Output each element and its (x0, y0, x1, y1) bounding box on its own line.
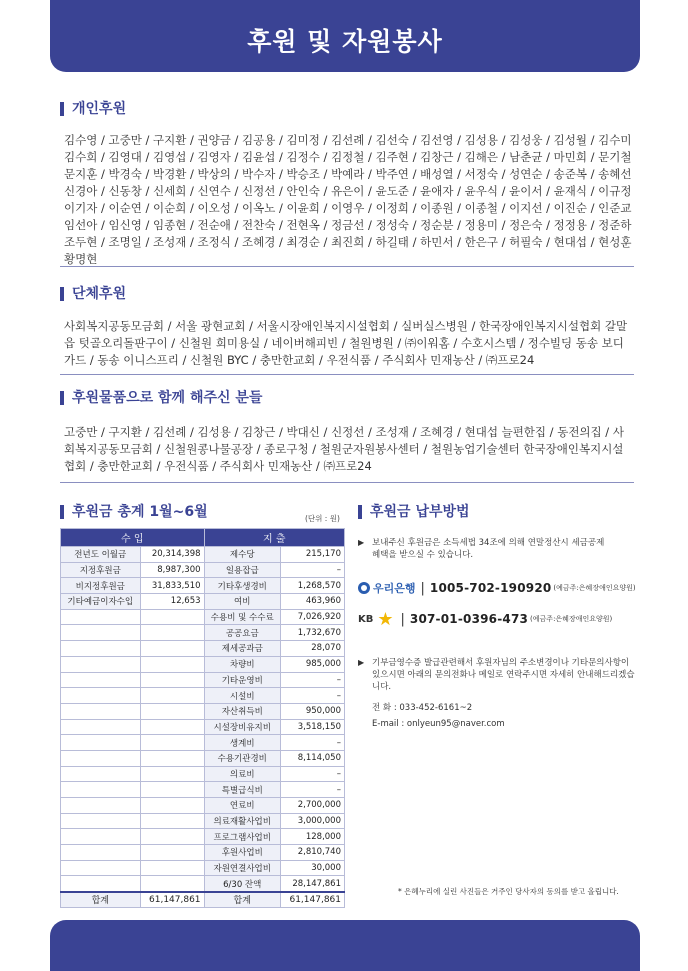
finance-table (60, 528, 345, 908)
expense-label: 기타운영비 (204, 672, 280, 688)
expense-value: – (280, 562, 344, 578)
account-number: 1005-702-190920 (429, 581, 552, 595)
expense-label: 수용기관경비 (204, 750, 280, 766)
income-label: 지정후원금 (61, 562, 141, 578)
payment-heading: 후원금 납부방법 (358, 505, 470, 519)
expense-value: 950,000 (280, 703, 344, 719)
bank-row-kb (358, 608, 648, 630)
expense-header: 지 출 (204, 529, 344, 547)
expense-label: 의료비 (204, 766, 280, 782)
table-row (61, 766, 345, 782)
table-row (61, 703, 345, 719)
empty-cell (61, 609, 141, 625)
payment-intro-line: 보내주신 후원금은 소득세법 34조에 의해 연말정산시 세금공제 (372, 538, 605, 548)
goods-names: 고중만 / 구지환 / 김선례 / 김성용 / 김창근 / 박대신 / 신정선 / 조성재 / 조혜경 / 현대섭 늘편한집 / 동전의집 / 사회복지공동모금회 / 신철원콩나물공장 / 종로구청 / 철원군자원봉사센터 / 철원농업기술센터 한국장애인복지시설협회 / 충만한교회 / 우전식품 / 주식회사 민재농산 / ㈜프로24 (64, 425, 624, 473)
header-banner (50, 0, 640, 72)
table-row (61, 735, 345, 751)
empty-cell (61, 735, 141, 751)
income-value: 12,653 (140, 594, 204, 610)
expense-label: 여비 (204, 594, 280, 610)
table-row (61, 860, 345, 876)
empty-cell (61, 782, 141, 798)
email: E-mail : onlyeun95@naver.com (372, 719, 505, 729)
expense-value: 128,000 (280, 829, 344, 845)
empty-cell (61, 641, 141, 657)
table-row (61, 562, 345, 578)
total-label: 합계 (61, 892, 141, 908)
empty-cell (140, 829, 204, 845)
expense-value: – (280, 672, 344, 688)
account-holder: (예금주:은혜장애인요양원) (530, 615, 613, 623)
footnote: * 은혜누리에 실린 사진들은 거주인 당사자의 동의를 받고 올립니다. (398, 887, 619, 896)
income-label: 전년도 이월금 (61, 547, 141, 563)
expense-value: 215,170 (280, 547, 344, 563)
expense-value: 1,732,670 (280, 625, 344, 641)
empty-cell (61, 798, 141, 814)
expense-value: – (280, 782, 344, 798)
contact-line: 있으시면 아래의 문의전화나 메일로 연락주시면 자세히 안내해드리겠습 (372, 670, 635, 680)
empty-cell (140, 609, 204, 625)
expense-value: 8,114,050 (280, 750, 344, 766)
table-row (61, 625, 345, 641)
empty-cell (61, 876, 141, 892)
page-title: 후원 및 자원봉사 (247, 27, 443, 56)
divider (60, 374, 634, 375)
table-row (61, 578, 345, 594)
bank-name: KB (358, 613, 374, 625)
total-expense: 61,147,861 (280, 892, 344, 908)
individual-names: 김수영 / 고중만 / 구지환 / 권양금 / 김공용 / 김미정 / 김선례 / 김선숙 / 김선영 / 김성용 / 김성웅 / 김성월 / 김수미 김수희 / 김영대 / 김영섭 / 김영자 / 김윤섭 / 김정수 / 김정철 / 김주현 / 김창근 / 김해은 / 남춘균 / 마민희 / 문기철 문지훈 / 박경숙 / 박경환 / 박상의 / 박수자 / 박승조 / 박예라 / 박주연 / 배성열 / 서정숙 / 성연순 / 송준복 / 송혜선 신경아 / 신동창 / 신세희 / 신연수 / 신정선 / 안인숙 / 유은이 / 윤도준 / 윤애자 / 윤우식 / 윤이서 / 윤재식 / 이규정 이기자 / 이순연 / 이순희 / 이오성 / 이옥노 / 이윤희 / 이영우 / 이정희 / 이종원 / 이종철 / 이지선 / 이진순 / 인준교 임선아 / 임신영 / 임종현 / 전순애 / 전찬숙 / 전현옥 / 정금선 / 정성숙 / 정순분 / 정용미 / 정은숙 / 정정용 / 정준하 조두현 / 조명일 / 조성재 / 조정식 / 조혜경 / 최경순 / 최진희 / 하길태 / 하민서 / 한은구 / 허필숙 / 현대섭 / 현성훈 황명현 (64, 133, 632, 266)
payment-intro (372, 537, 652, 561)
empty-cell (61, 703, 141, 719)
income-value: 31,833,510 (140, 578, 204, 594)
empty-cell (61, 860, 141, 876)
account-number: 307-01-0396-473 (409, 612, 529, 626)
empty-cell (61, 625, 141, 641)
expense-label: 연료비 (204, 798, 280, 814)
expense-label: 일용잡급 (204, 562, 280, 578)
empty-cell (140, 750, 204, 766)
expense-label: 생계비 (204, 735, 280, 751)
phone: 전 화 : 033-452-6161~2 (372, 703, 473, 713)
expense-label: 시설비 (204, 688, 280, 704)
table-row (61, 782, 345, 798)
contact-line: 기부금영수증 발급관련해서 후원자님의 주소변경이나 기타문의사항이 (372, 658, 630, 668)
table-row (61, 672, 345, 688)
bank-name: 우리은행 (373, 582, 416, 595)
expense-value: – (280, 735, 344, 751)
income-value: 8,987,300 (140, 562, 204, 578)
table-row (61, 829, 345, 845)
expense-label: 기타후생경비 (204, 578, 280, 594)
income-value: 20,314,398 (140, 547, 204, 563)
table-row (61, 876, 345, 892)
empty-cell (61, 719, 141, 735)
expense-label: 차량비 (204, 656, 280, 672)
group-heading: 단체후원 (60, 287, 126, 301)
table-row (61, 798, 345, 814)
expense-label: 프로그램사업비 (204, 829, 280, 845)
empty-cell (140, 735, 204, 751)
expense-label: 수용비 및 수수료 (204, 609, 280, 625)
empty-cell (61, 656, 141, 672)
divider (60, 482, 634, 483)
empty-cell (140, 719, 204, 735)
table-row (61, 594, 345, 610)
expense-value: 30,000 (280, 860, 344, 876)
expense-value: 28,070 (280, 641, 344, 657)
empty-cell (61, 829, 141, 845)
account-holder: (예금주:은혜장애인요양원) (553, 584, 636, 592)
contact-line: 니다. (372, 682, 392, 692)
separator: | (420, 580, 425, 596)
expense-label: 공공요금 (204, 625, 280, 641)
empty-cell (140, 782, 204, 798)
expense-value: 1,268,570 (280, 578, 344, 594)
empty-cell (61, 845, 141, 861)
expense-value: 7,026,920 (280, 609, 344, 625)
expense-value: 463,960 (280, 594, 344, 610)
expense-value: 28,147,861 (280, 876, 344, 892)
expense-label: 자원연결사업비 (204, 860, 280, 876)
empty-cell (61, 766, 141, 782)
empty-cell (140, 813, 204, 829)
empty-cell (140, 625, 204, 641)
empty-cell (140, 845, 204, 861)
divider (60, 266, 634, 267)
footer-banner (50, 920, 640, 971)
empty-cell (140, 876, 204, 892)
table-row (61, 813, 345, 829)
expense-value: 2,700,000 (280, 798, 344, 814)
expense-label: 시설장비유지비 (204, 719, 280, 735)
empty-cell (140, 798, 204, 814)
bullet-icon: ▶ (358, 658, 365, 667)
empty-cell (140, 703, 204, 719)
expense-value: 3,518,150 (280, 719, 344, 735)
separator: | (400, 611, 405, 627)
expense-label: 6/30 잔액 (204, 876, 280, 892)
payment-contact (372, 657, 652, 730)
table-row (61, 609, 345, 625)
empty-cell (61, 688, 141, 704)
empty-cell (140, 766, 204, 782)
empty-cell (61, 750, 141, 766)
expense-label: 의료재활사업비 (204, 813, 280, 829)
goods-heading: 후원물품으로 함께 해주신 분들 (60, 391, 262, 405)
expense-value: 2,810,740 (280, 845, 344, 861)
finance-heading: 후원금 총계 1월~6월 (60, 505, 208, 519)
expense-label: 후원사업비 (204, 845, 280, 861)
table-row (61, 719, 345, 735)
group-names: 사회복지공동모금회 / 서울 광현교회 / 서울시장애인복지시설협회 / 실버실스병원 / 한국장애인복지시설협회 갈말읍 텃골오리돌판구이 / 신철원 희미용실 / 네이버해피빈 / 철원병원 / ㈜이워홈 / 수호시스템 / 정수빌딩 동송 보디가드 / 동송 이니스프리 / 신철원 BYC / 충만한교회 / 우전식품 / 주식회사 민재농산 / ㈜프로24 (64, 319, 628, 367)
total-label: 합계 (204, 892, 280, 908)
empty-cell (140, 860, 204, 876)
table-row (61, 688, 345, 704)
expense-label: 자산취득비 (204, 703, 280, 719)
expense-value: – (280, 766, 344, 782)
bullet-icon: ▶ (358, 538, 365, 547)
income-header: 수 입 (61, 529, 205, 547)
expense-label: 제수당 (204, 547, 280, 563)
empty-cell (140, 641, 204, 657)
table-row (61, 656, 345, 672)
table-row (61, 750, 345, 766)
income-label: 비지정후원금 (61, 578, 141, 594)
expense-label: 제세공과금 (204, 641, 280, 657)
table-row (61, 547, 345, 563)
expense-value: 3,000,000 (280, 813, 344, 829)
kb-star-icon: ★ (377, 608, 394, 630)
empty-cell (61, 813, 141, 829)
table-row (61, 845, 345, 861)
expense-label: 특별급식비 (204, 782, 280, 798)
unit-note: (단위 : 원) (305, 514, 340, 523)
table-row (61, 641, 345, 657)
empty-cell (140, 672, 204, 688)
bank-row-woori (358, 577, 648, 599)
total-row (61, 892, 345, 908)
individual-heading: 개인후원 (60, 102, 126, 116)
income-label: 기타예금이자수입 (61, 594, 141, 610)
empty-cell (140, 688, 204, 704)
empty-cell (61, 672, 141, 688)
expense-value: – (280, 688, 344, 704)
payment-intro-line: 혜택을 받으실 수 있습니다. (372, 550, 474, 560)
empty-cell (140, 656, 204, 672)
woori-logo-icon (358, 582, 370, 594)
total-income: 61,147,861 (140, 892, 204, 908)
expense-value: 985,000 (280, 656, 344, 672)
